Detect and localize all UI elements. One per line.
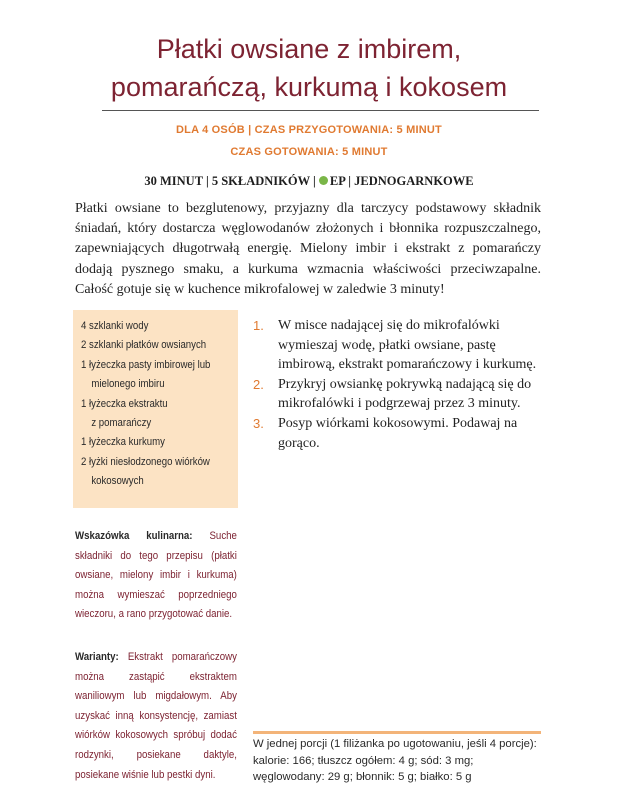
servings-prep-time: DLA 4 OSÓB | CZAS PRZYGOTOWANIA: 5 MINUT: [176, 124, 442, 136]
step-item: [253, 414, 543, 453]
cooking-tip: [75, 527, 237, 625]
step-text: Przykryj owsiankę pokrywką nadającą się do mikrofalówki i podgrzewaj przez 3 minuty.: [278, 376, 532, 412]
steps-list: [253, 316, 543, 453]
cooking-tip-text: Suche składniki do tego przepisu (płatki owsiane, mielony imbir i kurkuma) można wymieszać poprzedniego wieczoru, a rano przygotować danie.: [75, 530, 237, 621]
recipe-tags: [60, 174, 558, 189]
nutrition-divider: [253, 731, 541, 734]
recipe-title: [60, 30, 558, 106]
variants-text: Ekstrakt pomarańczowy można zastąpić ekstraktem waniliowym lub migdałowym. Aby uzyskać inną konsystencję, zamiast wiórków kokosowych spróbuj dodać rodzynki, posiekane daktyle, posiekane wiśnie lub pestki dyni.: [75, 651, 237, 781]
ingredient-item: 2 szklanki płatków owsianych: [81, 339, 207, 352]
tags-after-dot: EP | JEDNOGARNKOWE: [329, 174, 474, 188]
step-number: 2.: [253, 376, 264, 392]
nutrition-info: [253, 736, 545, 786]
step-text: W misce nadającej się do mikrofalówki wymieszaj wodę, płatki owsiane, pastę imbirową, ekstrakt pomarańczowy i kurkumę.: [278, 318, 537, 373]
recipe-title-line2: pomarańczą, kurkumą i kokosem: [110, 72, 508, 102]
ep-dot-icon: [319, 176, 328, 185]
step-text: Posyp wiórkami kokosowymi. Podawaj na gorąco.: [278, 415, 518, 451]
ingredient-item: 2 łyżki niesłodzonego wiórków: [81, 455, 210, 468]
cook-time: CZAS GOTOWANIA: 5 MINUT: [230, 146, 388, 158]
ingredient-item: 1 łyżeczka pasty imbirowej lub: [81, 358, 211, 371]
variants-label: Warianty:: [75, 651, 119, 663]
step-item: [253, 316, 543, 375]
step-item: [253, 375, 543, 414]
variants-note: [75, 648, 237, 785]
ingredient-item-continued: z pomarańczy: [91, 417, 152, 430]
ingredient-item: 1 łyżeczka kurkumy: [81, 436, 165, 449]
step-number: 3.: [253, 415, 264, 431]
recipe-title-line1: Płatki owsiane z imbirem,: [156, 34, 462, 64]
ingredients-list: [81, 317, 236, 492]
ingredient-item-continued: kokosowych: [91, 475, 144, 488]
recipe-intro: Płatki owsiane to bezglutenowy, przyjazny dla tarczycy podstawowy składnik śniadań, który dostarcza węglowodanów złożonych i błonnika rozpuszczalnego, zapewniających długotrwałą energię. Mielony imbir i ekstrakt z pomarańczy dodają pysznego smaku, a kurkuma wzmacnia właściwości przeciwzapalne. Całość gotuje się w kuchence mikrofalowej w zaledwie 3 minuty!: [75, 201, 541, 297]
ingredient-item: 1 łyżeczka ekstraktu: [81, 397, 168, 410]
title-divider: [102, 110, 539, 111]
ingredient-item-continued: mielonego imbiru: [91, 378, 165, 391]
cooking-tip-label: Wskazówka kulinarna:: [75, 530, 193, 542]
ingredient-item: 4 szklanki wody: [81, 320, 149, 332]
nutrition-serving: W jednej porcji (1 filiżanka po ugotowaniu, jeśli 4 porcje):: [253, 738, 537, 750]
step-number: 1.: [253, 318, 264, 333]
nutrition-values-2: węglowodany: 29 g; błonnik: 5 g; białko: 5 g: [253, 771, 472, 784]
nutrition-values-1: kalorie: 166; tłuszcz ogółem: 4 g; sód: 3 mg;: [253, 754, 474, 767]
tags-before-dot: 30 MINUT | 5 SKŁADNIKÓW |: [144, 174, 316, 188]
